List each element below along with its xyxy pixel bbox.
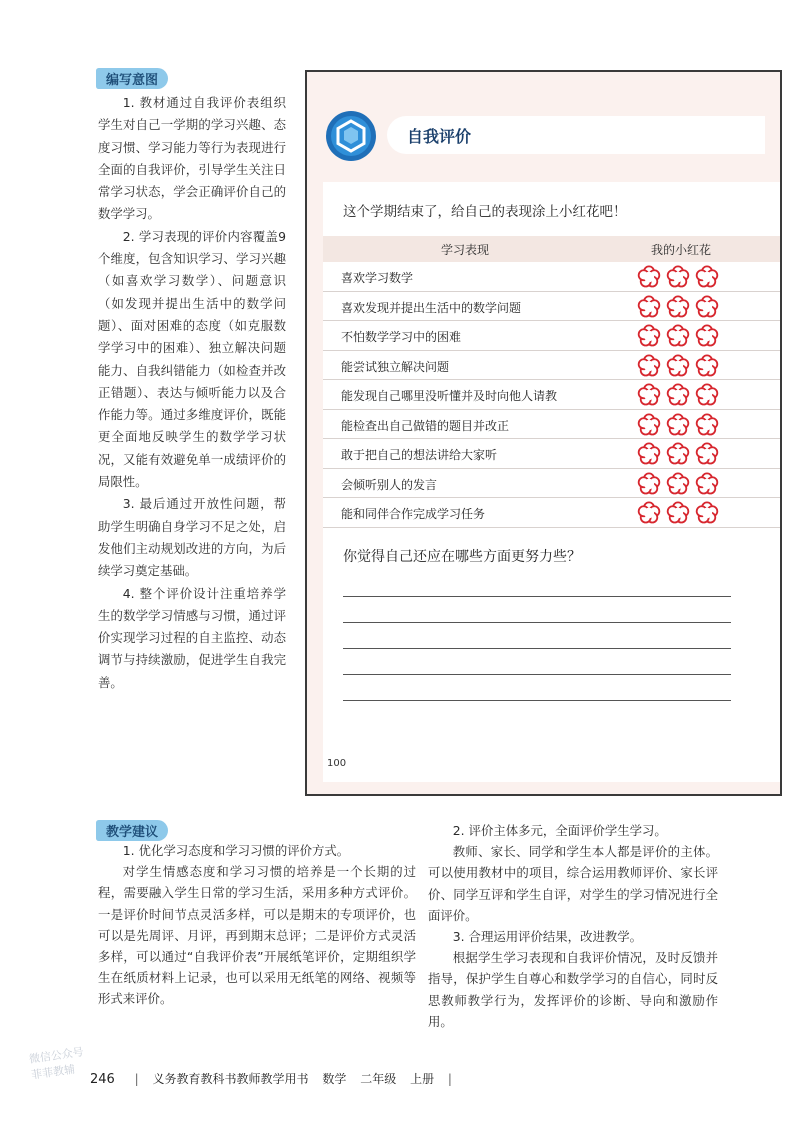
red-flower-icon[interactable] <box>637 265 661 289</box>
page-footer <box>90 1070 462 1087</box>
flower-group <box>637 295 721 319</box>
evaluation-panel <box>323 182 782 782</box>
row-label: 喜欢学习数学 <box>341 271 414 285</box>
row-label: 能尝试独立解决问题 <box>341 359 450 374</box>
red-flower-icon[interactable] <box>637 354 661 378</box>
flower-group <box>637 413 721 437</box>
column-header-performance: 学习表现 <box>441 243 490 257</box>
red-flower-icon[interactable] <box>695 324 719 348</box>
red-flower-icon[interactable] <box>637 442 661 466</box>
watermark <box>28 1044 87 1083</box>
footer-book-title: 义务教育教科书教师教学用书 <box>152 1072 309 1086</box>
row-label: 喜欢发现并提出生活中的数学问题 <box>341 300 522 315</box>
advice-right-column <box>428 820 718 1032</box>
red-flower-icon[interactable] <box>695 295 719 319</box>
row-label: 敢于把自己的想法讲给大家听 <box>341 448 498 462</box>
red-flower-icon[interactable] <box>666 354 690 378</box>
row-label: 能发现自己哪里没听懂并及时向他人请教 <box>341 389 558 403</box>
red-flower-icon[interactable] <box>695 442 719 466</box>
red-flower-icon[interactable] <box>695 501 719 525</box>
red-flower-icon[interactable] <box>695 265 719 289</box>
red-flower-icon[interactable] <box>666 472 690 496</box>
advice-heading: 2. 评价主体多元，全面评价学生学习。 <box>452 823 667 838</box>
flower-group <box>637 442 721 466</box>
flower-group <box>637 383 721 407</box>
advice-paragraph: 教师、家长、同学和学生本人都是评价的主体。可以使用教材中的项目，综合运用教师评价、家长评价、同学互评和学生自评，对学生的学习情况进行全面评价。 <box>428 844 718 923</box>
intro-text: 这个学期结束了，给自己的表现涂上小红花吧！ <box>343 204 627 220</box>
answer-line[interactable] <box>343 622 731 623</box>
section-tag-advice: 教学建议 <box>96 820 168 841</box>
watermark-line: 菲菲教辅 <box>30 1062 76 1082</box>
red-flower-icon[interactable] <box>666 501 690 525</box>
sidebar-paragraph: 4. 整个评价设计注重培养学生的数学学习情感与习惯，通过评价实现学习过程的自主监控、动态调节与持续激励，促进学生自我完善。 <box>98 585 286 690</box>
red-flower-icon[interactable] <box>666 413 690 437</box>
watermark-line: 微信公众号 <box>28 1045 85 1066</box>
red-flower-icon[interactable] <box>637 501 661 525</box>
answer-line[interactable] <box>343 596 731 597</box>
sidebar-paragraph: 2. 学习表现的评价内容覆盖9个维度，包含知识学习、学习兴趣（如喜欢学习数学）、问题意识（如发现并提出生活中的数学问题）、面对困难的态度（如克服数学学习中的困难）、独立解决问题能力、自我纠错能力（如检查并改正错题）、表达与倾听能力以及合作能力等。通过多维度评价，既能更全面地反映学生的数学学习状况，又能有效避免单一成绩评价的局限性。 <box>98 228 286 490</box>
sidebar-intent <box>98 92 286 694</box>
red-flower-icon[interactable] <box>637 413 661 437</box>
red-flower-icon[interactable] <box>695 354 719 378</box>
red-flower-icon[interactable] <box>637 383 661 407</box>
footer-volume: 上册 <box>410 1072 435 1086</box>
footer-separator: | <box>134 1072 139 1086</box>
table-row <box>323 439 782 469</box>
flower-group <box>637 472 721 496</box>
red-flower-icon[interactable] <box>637 295 661 319</box>
row-label: 能检查出自己做错的题目并改正 <box>341 418 510 433</box>
sidebar-paragraph: 3. 最后通过开放性问题，帮助学生明确自身学习不足之处，启发他们主动规划改进的方向，为后续学习奠定基础。 <box>98 496 286 579</box>
red-flower-icon[interactable] <box>637 324 661 348</box>
table-row <box>323 380 782 410</box>
section-tag-intent: 编写意图 <box>96 68 168 89</box>
textbook-page-number: 100 <box>327 758 347 769</box>
footer-page-number: 246 <box>90 1072 115 1087</box>
flower-group <box>637 501 721 525</box>
red-flower-icon[interactable] <box>666 383 690 407</box>
table-row <box>323 292 782 322</box>
red-flower-icon[interactable] <box>666 295 690 319</box>
title-bar <box>387 116 765 154</box>
advice-paragraph: 对学生情感态度和学习习惯的培养是一个长期的过程，需要融入学生日常的学习生活，采用多种方式评价。一是评价时间节点灵活多样，可以是期末的专项评价，也可以是先周评、月评，再到期末总评；二是评价方式灵活多样，可以通过“自我评价表”开展纸笔评价，定期组织学生在纸质材料上记录，也可以采用无纸笔的网络、视频等形式来评价。 <box>98 864 416 1007</box>
reflection-question: 你觉得自己还应在哪些方面更努力些？ <box>343 549 581 565</box>
advice-heading: 1. 优化学习态度和学习习惯的评价方式。 <box>122 843 350 858</box>
flower-group <box>637 265 721 289</box>
answer-line[interactable] <box>343 700 731 701</box>
row-label: 不怕数学学习中的困难 <box>341 330 462 344</box>
red-flower-icon[interactable] <box>695 413 719 437</box>
advice-heading: 3. 合理运用评价结果，改进教学。 <box>452 929 643 945</box>
red-flower-icon[interactable] <box>637 472 661 496</box>
cube-badge-icon <box>325 110 377 162</box>
table-row <box>323 321 782 351</box>
answer-line[interactable] <box>343 674 731 675</box>
red-flower-icon[interactable] <box>666 265 690 289</box>
textbook-header <box>325 110 765 162</box>
textbook-page <box>305 70 782 796</box>
red-flower-icon[interactable] <box>695 383 719 407</box>
answer-line[interactable] <box>343 648 731 649</box>
red-flower-icon[interactable] <box>666 324 690 348</box>
advice-paragraph: 根据学生学习表现和自我评价情况，及时反馈并指导，保护学生自尊心和数学学习的自信心，同时反思教师教学行为，发挥评价的诊断、导向和激励作用。 <box>428 950 718 1029</box>
footer-grade: 二年级 <box>360 1072 397 1086</box>
table-row <box>323 498 782 528</box>
sidebar-paragraph: 1. 教材通过自我评价表组织学生对自己一学期的学习兴趣、态度习惯、学习能力等行为表现进行全面的自我评价，引导学生关注日常学习状态，学会正确评价自己的数学学习。 <box>98 95 286 222</box>
footer-separator: | <box>447 1072 452 1086</box>
red-flower-icon[interactable] <box>666 442 690 466</box>
table-row <box>323 469 782 499</box>
advice-left-column <box>98 840 416 1010</box>
page-title: 自我评价 <box>407 127 472 146</box>
row-label: 能和同伴合作完成学习任务 <box>341 507 486 521</box>
table-header <box>323 236 782 262</box>
table-row <box>323 262 782 292</box>
flower-group <box>637 324 721 348</box>
red-flower-icon[interactable] <box>695 472 719 496</box>
row-label: 会倾听别人的发言 <box>341 477 438 492</box>
flower-group <box>637 354 721 378</box>
table-row <box>323 410 782 440</box>
table-row <box>323 351 782 381</box>
column-header-flowers: 我的小红花 <box>651 243 712 257</box>
footer-subject: 数学 <box>322 1072 347 1086</box>
